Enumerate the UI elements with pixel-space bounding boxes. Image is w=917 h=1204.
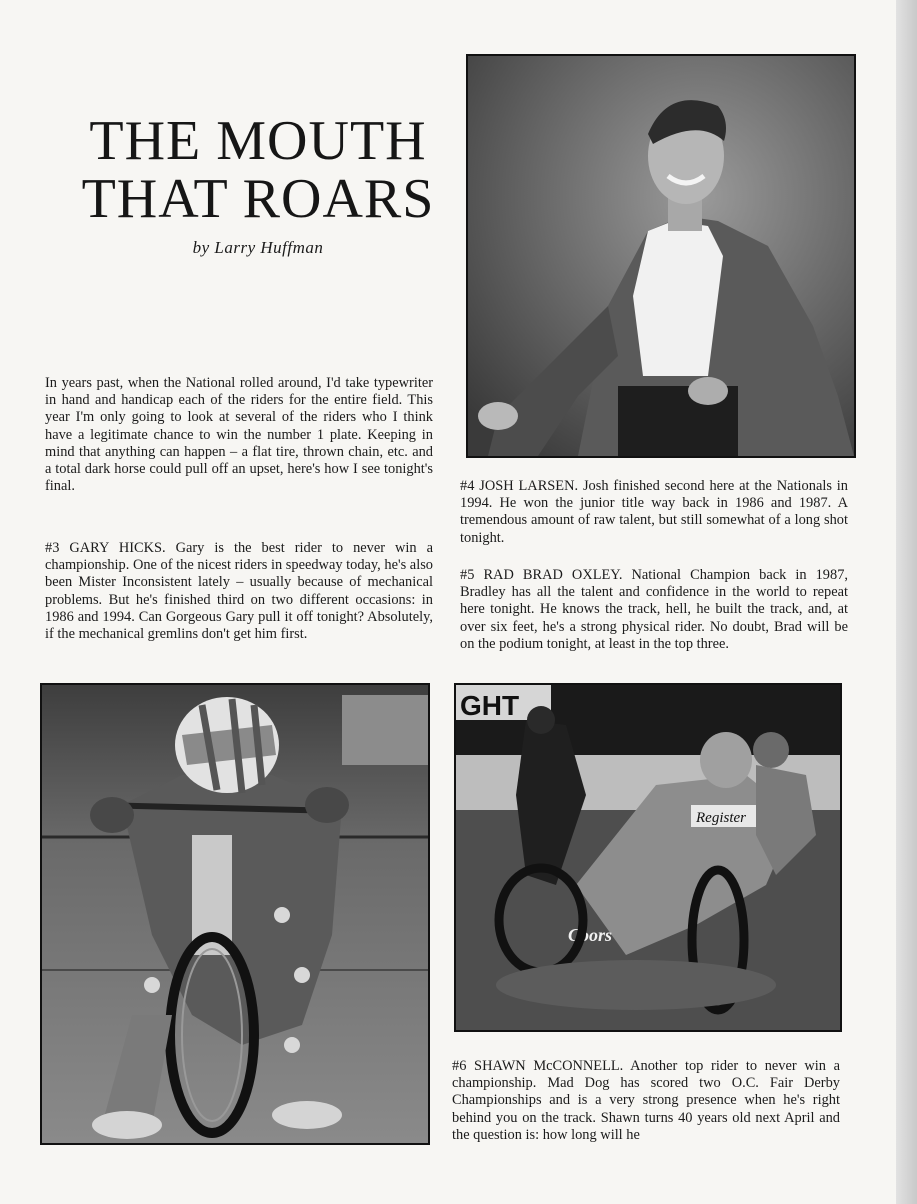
article-title — [62, 112, 454, 228]
page-edge-shadow — [896, 0, 917, 1204]
coors-sponsor-text: Coors — [568, 925, 613, 945]
intro-paragraph: In years past, when the National rolled around, I'd take typewriter in hand and handicap each of the riders for the entire field. This year I'm only going to look at several of the riders who I think have a legitimate chance to win the number 1 plate. Keeping in mind that anything can happen – a flat tire, thrown chain, etc. and a total dark horse could pull off an upset, here's how I see tonight's final. — [45, 375, 433, 495]
shawn-mcconnell-paragraph: #6 SHAWN McCONNELL. Another top rider to never win a championship. Mad Dog has scored two O.C. Fair Derby Championships and is a very strong presence when he's right behind you on the track. Shawn turns 40 years old next April and the question is: how long will he — [452, 1058, 840, 1143]
race-photo-right — [454, 683, 842, 1032]
article-header — [62, 112, 454, 258]
josh-larsen-paragraph: #4 JOSH LARSEN. Josh finished second here at the Nationals in 1994. He won the junior title way back in 1986 and 1987. A tremendous amount of raw talent, but still somewhat of a long shot tonight. — [460, 478, 848, 546]
title-line-1: THE MOUTH — [89, 110, 427, 172]
rider-photo-left — [40, 683, 430, 1145]
stadium-sign-text: GHT — [460, 690, 520, 721]
byline: by Larry Huffman — [192, 238, 324, 257]
brad-oxley-paragraph: #5 RAD BRAD OXLEY. National Champion back in 1987, Bradley has all the talent and confidence in the world to repeat here tonight. He knows the track, hell, he built the track, and, at over six feet, he's a strong physical rider. No doubt, Brad will be on the podium tonight, at least in the top three. — [460, 567, 848, 652]
gary-hicks-paragraph: #3 GARY HICKS. Gary is the best rider to never win a championship. One of the nicest riders in speedway today, he's also been Mister Inconsistent lately – usually because of mechanical problems. But he's finished third on two different occasions: in 1986 and 1994. Can Gorgeous Gary pull it off tonight? Absolutely, if the mechanical gremlins don't get him first. — [45, 540, 433, 643]
register-sponsor-text: Register — [696, 810, 746, 826]
title-line-2: THAT ROARS — [81, 168, 435, 230]
portrait-photo — [466, 54, 856, 458]
